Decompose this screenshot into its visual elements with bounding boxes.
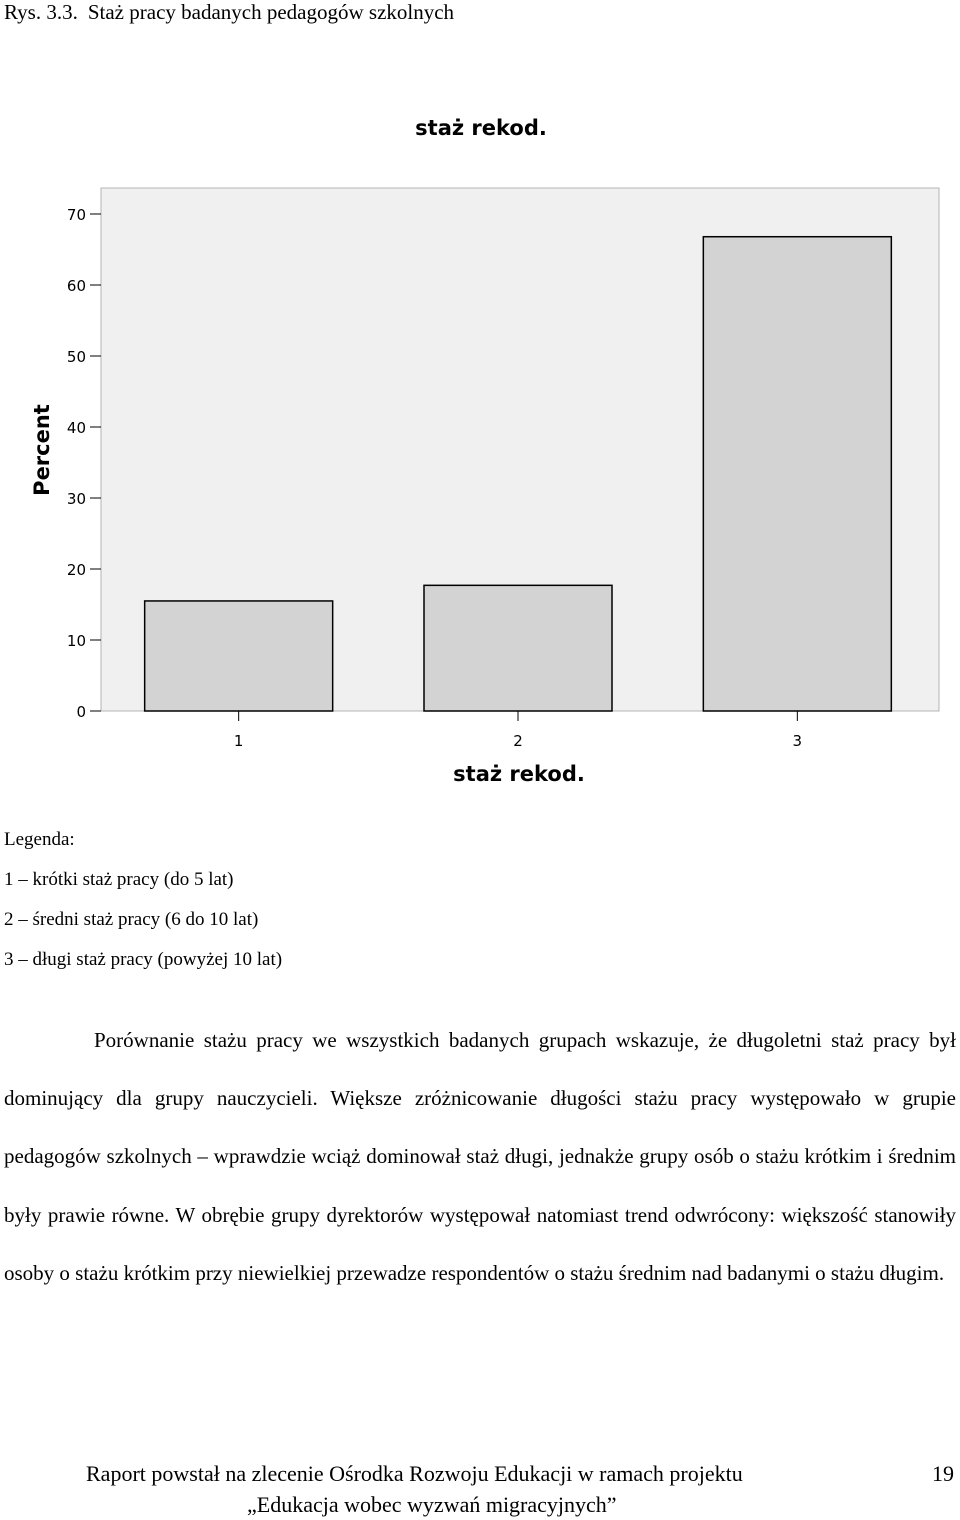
y-axis-label: Percent: [30, 404, 54, 496]
page-number: 19: [932, 1461, 954, 1486]
y-tick-label: 0: [76, 703, 86, 721]
legend-title: Legenda:: [4, 829, 75, 850]
x-axis-label: staż rekod.: [453, 762, 585, 786]
chart-title: staż rekod.: [415, 116, 547, 140]
y-tick-label: 70: [66, 206, 86, 224]
bar-2: [424, 585, 612, 711]
legend: [4, 820, 282, 980]
bar-3: [703, 237, 891, 711]
x-tick-label: 2: [513, 732, 523, 750]
y-tick-label: 20: [66, 561, 86, 579]
legend-item-2: 2 – średni staż pracy (6 do 10 lat): [4, 909, 259, 930]
bar-1: [145, 601, 333, 711]
legend-item-3: 3 – długi staż pracy (powyżej 10 lat): [4, 949, 283, 970]
y-tick-label: 50: [66, 348, 86, 366]
figure-number: Rys. 3.3.: [4, 0, 78, 24]
x-tick-label: 1: [233, 732, 244, 750]
y-axis: [67, 206, 101, 721]
figure-title: Staż pracy badanych pedagogów szkolnych: [87, 0, 455, 24]
y-tick-label: 10: [66, 632, 86, 650]
footer-line-2: „Edukacja wobec wyzwań migracyjnych”: [247, 1492, 617, 1517]
x-axis: [234, 711, 802, 750]
y-tick-label: 40: [66, 419, 86, 437]
footer-line-1: Raport powstał na zlecenie Ośrodka Rozwoju Edukacji w ramach projektu: [86, 1461, 743, 1486]
body-paragraph: Porównanie stażu pracy we wszystkich badanych grupach wskazuje, że długoletni staż pracy był dominujący dla grupy nauczycieli. Większe zróżnicowanie długości stażu pracy występowało w grupie pedagogów szkolnych – wprawdzie wciąż dominował staż długi, jednakże grupy osób o stażu krótkim i średnim były prawie równe. W obrębie grupy dyrektorów występował natomiast trend odwrócony: większość stanowiły osoby o stażu krótkim przy niewielkiej przewadze respondentów o stażu średnim nad badanymi o stażu długim.: [4, 1028, 956, 1285]
y-tick-label: 30: [66, 490, 86, 508]
y-tick-label: 60: [66, 277, 86, 295]
x-tick-label: 3: [792, 732, 803, 750]
legend-item-1: 1 – krótki staż pracy (do 5 lat): [4, 869, 234, 890]
